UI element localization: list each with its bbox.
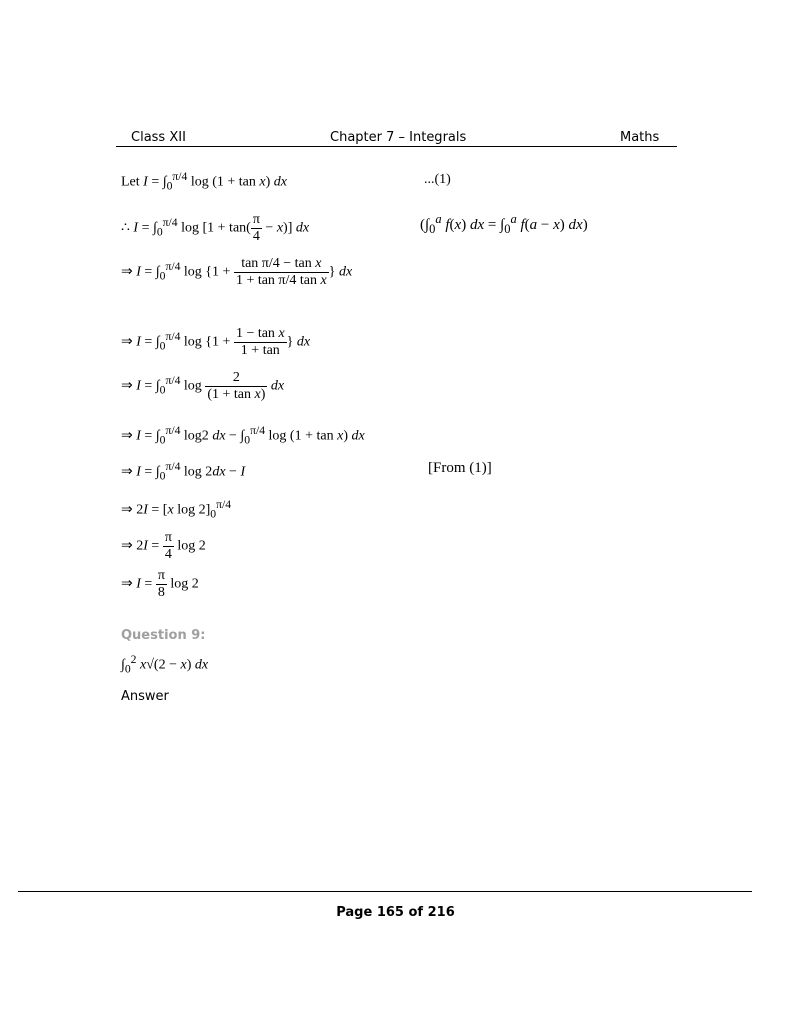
step-7-note: [From (1)] xyxy=(428,460,492,476)
step-7-expression: ⇒ $I = \int_0^{\pi/4}$ log 2dx − I xyxy=(121,460,246,483)
header-rule xyxy=(116,146,677,147)
step-1-expression: Let $I = \int_0^{\pi/4}$ log (1 + tan x) dx xyxy=(121,170,288,193)
header-chapter: Chapter 7 – Integrals xyxy=(330,130,467,145)
question-expression: $\int_0^2$ x√(2 − x) dx xyxy=(121,653,209,676)
step-5-expression: ⇒ $I = \int_0^{\pi/4}$ log $\frac{2}{\text{(1 + tan x)}}$ dx xyxy=(121,370,285,402)
step-8-expression: ⇒ 2I = [x $\log 2]_0^{\pi/4}$ xyxy=(121,498,232,521)
question-label: Question 9: xyxy=(121,628,206,643)
step-1-note: ...(1) xyxy=(424,172,451,187)
answer-label: Answer xyxy=(121,689,169,704)
step-9-expression: ⇒ 2I = $\frac{\pi}{4}$ log 2 xyxy=(121,530,206,562)
header-subject: Maths xyxy=(620,130,660,145)
step-6-expression: ⇒ $I = \int_0^{\pi/4}$ log2 dx − $\int_0^{\pi/4}$ log (1 + tan x) dx xyxy=(121,424,365,447)
step-4-expression: ⇒ $I = \int_0^{\pi/4}$ log {1 + $\frac{\text{1 − tan x}}{1 + \tan}$ } dx xyxy=(121,326,311,358)
step-10-expression: ⇒ I = $\frac{\pi}{8}$ log 2 xyxy=(121,568,199,600)
header-class: Class XII xyxy=(131,130,186,145)
step-3-expression: ⇒ $I = \int_0^{\pi/4}$ log {1 + $\frac{\text{tan π/4 − tan x}}{\text{1 + tan π/4 tan x}}$ } dx xyxy=(121,256,353,288)
step-2-note: ($\int_0^a$ f(x) dx = $\int_0^a$ f(a − x) dx) xyxy=(420,212,588,236)
page-number: Page 165 of 216 xyxy=(336,905,455,920)
footer-rule xyxy=(18,891,752,892)
step-2-expression: ∴ $I = \int_0^{\pi/4}$ log [1 + tan( $\frac{\pi}{4}$ − x)] dx xyxy=(121,212,310,244)
